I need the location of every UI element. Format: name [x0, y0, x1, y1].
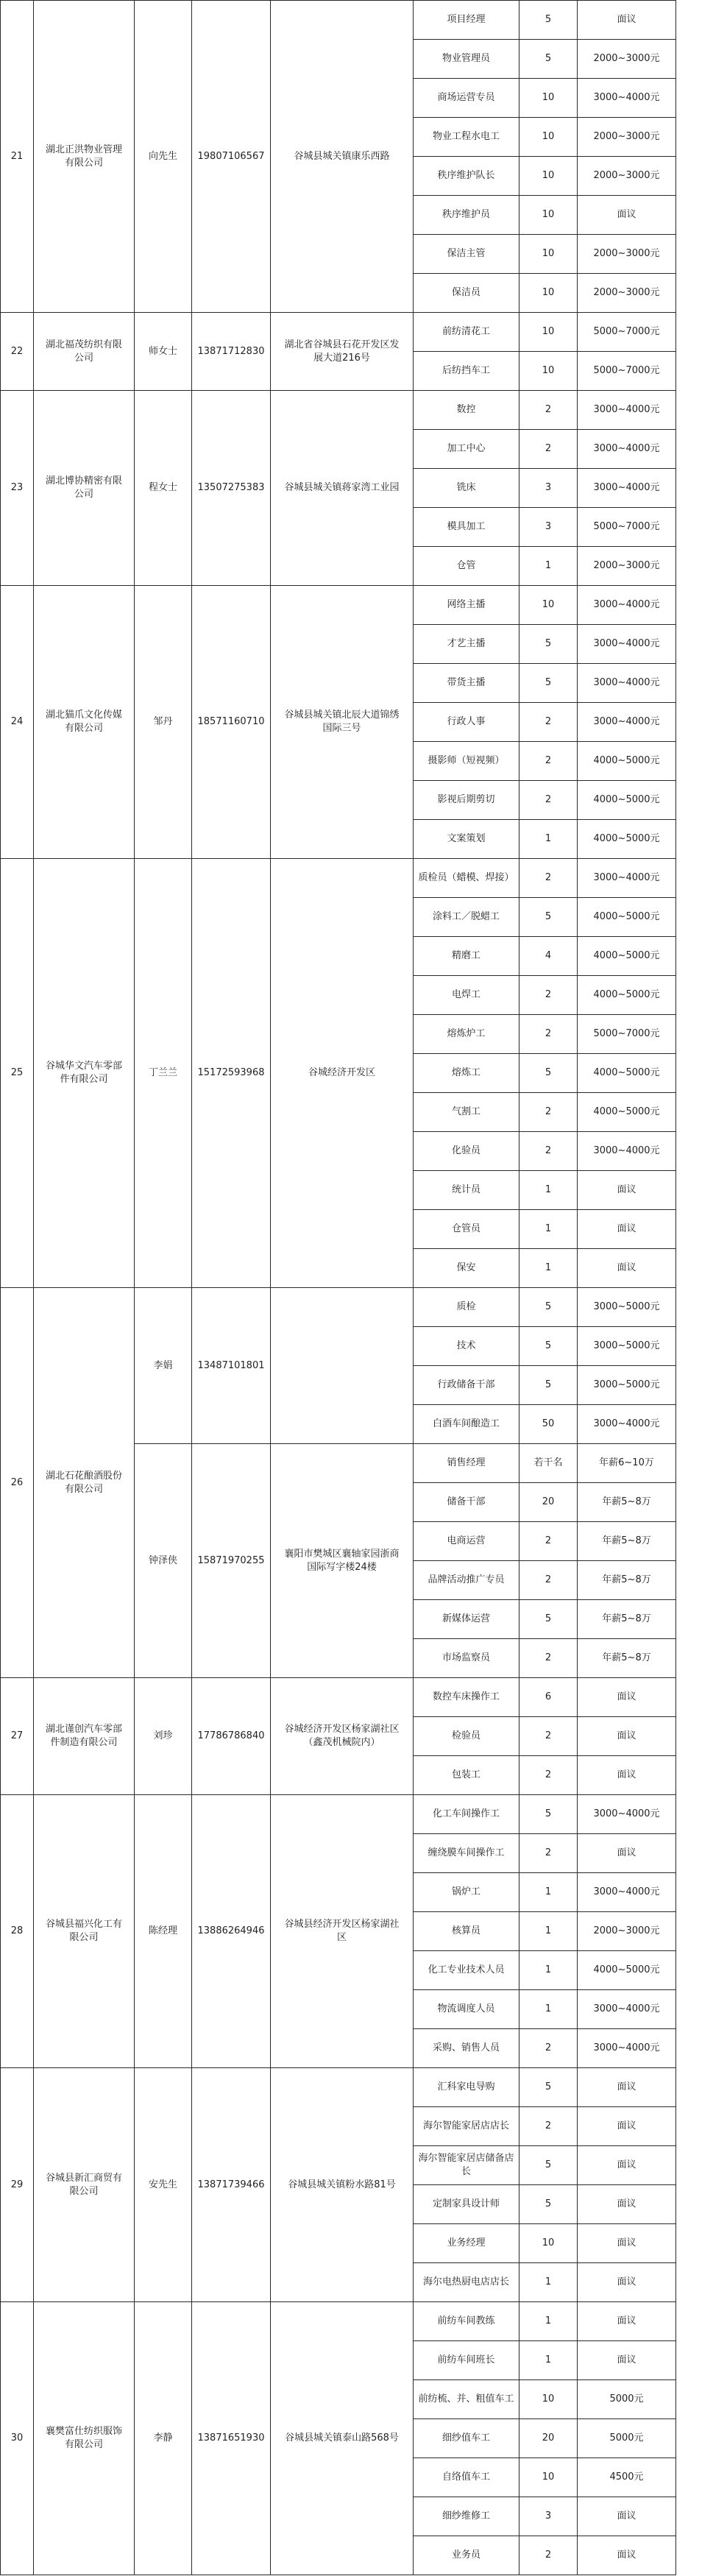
position-count: 5	[519, 898, 578, 937]
position-salary: 3000~4000元	[578, 1795, 676, 1834]
position-salary: 3000~4000元	[578, 859, 676, 898]
position-count: 5	[519, 625, 578, 664]
contact-phone: 13871651930	[192, 2302, 271, 2575]
position-count: 2	[519, 1093, 578, 1132]
position-salary: 3000~4000元	[578, 703, 676, 742]
position-count: 10	[519, 352, 578, 391]
position-salary: 3000~5000元	[578, 1327, 676, 1366]
position-title: 保洁主管	[414, 235, 519, 274]
position-salary: 5000~7000元	[578, 313, 676, 352]
contact-phone: 17786786840	[192, 1678, 271, 1795]
position-count: 5	[519, 1366, 578, 1405]
position-title: 铣床	[414, 469, 519, 508]
position-title: 仓管	[414, 547, 519, 586]
position-salary: 3000~4000元	[578, 391, 676, 430]
company-name: 湖北石花酿酒股份有限公司	[34, 1288, 135, 1678]
position-salary: 面议	[578, 1717, 676, 1756]
position-salary: 3000~4000元	[578, 625, 676, 664]
table-row	[1, 1795, 676, 1834]
position-count: 2	[519, 742, 578, 781]
company-name: 谷城县新汇商贸有限公司	[34, 2068, 135, 2302]
position-salary: 3000~4000元	[578, 664, 676, 703]
position-count: 1	[519, 2341, 578, 2380]
position-count: 3	[519, 508, 578, 547]
position-count: 5	[519, 2185, 578, 2224]
position-salary: 年薪5~8万	[578, 1600, 676, 1639]
position-salary: 面议	[578, 1678, 676, 1717]
position-count: 5	[519, 1288, 578, 1327]
contact-phone: 13886264946	[192, 1795, 271, 2068]
position-title: 缠绕膜车间操作工	[414, 1834, 519, 1873]
position-salary: 4000~5000元	[578, 898, 676, 937]
position-title: 物流调度人员	[414, 1990, 519, 2029]
position-salary: 3000~4000元	[578, 1405, 676, 1444]
position-count: 若干名	[519, 1444, 578, 1483]
row-number: 26	[1, 1288, 34, 1678]
table-body	[1, 1, 676, 2575]
position-count: 2	[519, 703, 578, 742]
position-count: 5	[519, 664, 578, 703]
position-salary: 3000~4000元	[578, 469, 676, 508]
work-address: 谷城县城关镇泰山路568号	[271, 2302, 414, 2575]
position-count: 10	[519, 274, 578, 313]
position-salary: 2000~3000元	[578, 1912, 676, 1951]
row-number: 29	[1, 2068, 34, 2302]
position-title: 数控	[414, 391, 519, 430]
row-number: 28	[1, 1795, 34, 2068]
position-title: 海尔电热厨电店店长	[414, 2263, 519, 2302]
position-salary: 3000~5000元	[578, 1366, 676, 1405]
position-title: 前纺梳、并、粗值车工	[414, 2380, 519, 2419]
company-name: 湖北博协精密有限公司	[34, 391, 135, 586]
position-count: 2	[519, 859, 578, 898]
position-salary: 3000~4000元	[578, 586, 676, 625]
position-salary: 面议	[578, 1249, 676, 1288]
position-count: 2	[519, 2536, 578, 2575]
position-salary: 面议	[578, 1171, 676, 1210]
position-count: 5	[519, 40, 578, 79]
contact-phone: 13487101801	[192, 1288, 271, 1444]
position-count: 10	[519, 2224, 578, 2263]
position-salary: 2000~3000元	[578, 274, 676, 313]
position-salary: 3000~4000元	[578, 430, 676, 469]
position-title: 细纱值车工	[414, 2419, 519, 2458]
position-title: 保安	[414, 1249, 519, 1288]
position-title: 检验员	[414, 1717, 519, 1756]
table-row	[1, 1678, 676, 1717]
position-count: 1	[519, 820, 578, 859]
position-salary: 2000~3000元	[578, 118, 676, 157]
position-title: 数控车床操作工	[414, 1678, 519, 1717]
position-salary: 面议	[578, 2224, 676, 2263]
position-salary: 年薪5~8万	[578, 1639, 676, 1678]
position-salary: 面议	[578, 1756, 676, 1795]
position-salary: 面议	[578, 2107, 676, 2146]
row-number: 22	[1, 313, 34, 391]
position-title: 化验员	[414, 1132, 519, 1171]
table-row	[1, 859, 676, 898]
position-title: 定制家具设计师	[414, 2185, 519, 2224]
contact-person: 李娟	[135, 1288, 192, 1444]
position-count: 10	[519, 586, 578, 625]
position-salary: 年薪6~10万	[578, 1444, 676, 1483]
position-count: 6	[519, 1678, 578, 1717]
position-count: 10	[519, 2458, 578, 2497]
position-salary: 面议	[578, 196, 676, 235]
position-title: 自络值车工	[414, 2458, 519, 2497]
position-title: 带货主播	[414, 664, 519, 703]
position-count: 5	[519, 1054, 578, 1093]
contact-person: 向先生	[135, 1, 192, 313]
position-title: 统计员	[414, 1171, 519, 1210]
position-salary: 5000元	[578, 2419, 676, 2458]
position-salary: 2000~3000元	[578, 235, 676, 274]
position-salary: 5000~7000元	[578, 352, 676, 391]
work-address: 谷城县城关镇蒋家湾工业园	[271, 391, 414, 586]
contact-phone: 13871712830	[192, 313, 271, 391]
table-row	[1, 2302, 676, 2341]
position-salary: 3000~4000元	[578, 1990, 676, 2029]
position-salary: 面议	[578, 2341, 676, 2380]
position-count: 1	[519, 547, 578, 586]
position-count: 2	[519, 1522, 578, 1561]
position-title: 前纺清花工	[414, 313, 519, 352]
position-title: 物业工程水电工	[414, 118, 519, 157]
position-count: 2	[519, 1561, 578, 1600]
position-title: 锅炉工	[414, 1873, 519, 1912]
row-number: 23	[1, 391, 34, 586]
row-number: 24	[1, 586, 34, 859]
position-title: 后纺挡车工	[414, 352, 519, 391]
position-count: 1	[519, 1249, 578, 1288]
position-title: 海尔智能家居店店长	[414, 2107, 519, 2146]
contact-phone: 15172593968	[192, 859, 271, 1288]
position-count: 2	[519, 1132, 578, 1171]
position-title: 加工中心	[414, 430, 519, 469]
contact-person: 师女士	[135, 313, 192, 391]
position-title: 秩序维护员	[414, 196, 519, 235]
position-salary: 5000~7000元	[578, 508, 676, 547]
position-title: 品牌活动推广专员	[414, 1561, 519, 1600]
company-name: 谷城县福兴化工有限公司	[34, 1795, 135, 2068]
position-title: 熔炼炉工	[414, 1015, 519, 1054]
position-count: 2	[519, 2029, 578, 2068]
position-title: 秩序维护队长	[414, 157, 519, 196]
row-number: 25	[1, 859, 34, 1288]
company-name: 湖北谨创汽车零部件制造有限公司	[34, 1678, 135, 1795]
position-title: 质检	[414, 1288, 519, 1327]
position-count: 1	[519, 1951, 578, 1990]
contact-person: 李静	[135, 2302, 192, 2575]
work-address: 谷城经济开发区杨家湖社区（鑫茂机械院内）	[271, 1678, 414, 1795]
position-title: 包装工	[414, 1756, 519, 1795]
contact-phone: 13507275383	[192, 391, 271, 586]
position-salary: 3000~4000元	[578, 1873, 676, 1912]
position-title: 模具加工	[414, 508, 519, 547]
position-salary: 2000~3000元	[578, 157, 676, 196]
position-title: 业务经理	[414, 2224, 519, 2263]
position-title: 化工专业技术人员	[414, 1951, 519, 1990]
position-salary: 5000元	[578, 2380, 676, 2419]
position-salary: 年薪5~8万	[578, 1483, 676, 1522]
position-count: 1	[519, 2263, 578, 2302]
position-title: 质检员（蜡模、焊接）	[414, 859, 519, 898]
table-row	[1, 391, 676, 430]
contact-person: 邹丹	[135, 586, 192, 859]
position-title: 保洁员	[414, 274, 519, 313]
table-row	[1, 313, 676, 352]
position-count: 20	[519, 1483, 578, 1522]
company-name: 襄樊富仕纺织服饰有限公司	[34, 2302, 135, 2575]
position-count: 10	[519, 196, 578, 235]
position-title: 销售经理	[414, 1444, 519, 1483]
position-count: 1	[519, 1990, 578, 2029]
position-salary: 面议	[578, 2497, 676, 2536]
position-count: 5	[519, 1, 578, 40]
contact-person: 程女士	[135, 391, 192, 586]
position-title: 物业管理员	[414, 40, 519, 79]
position-title: 电商运营	[414, 1522, 519, 1561]
position-count: 2	[519, 1639, 578, 1678]
position-count: 5	[519, 1795, 578, 1834]
position-salary: 4000~5000元	[578, 976, 676, 1015]
position-salary: 2000~3000元	[578, 547, 676, 586]
position-count: 5	[519, 1327, 578, 1366]
position-salary: 年薪5~8万	[578, 1522, 676, 1561]
position-salary: 面议	[578, 1, 676, 40]
position-title: 新媒体运营	[414, 1600, 519, 1639]
position-salary: 面议	[578, 2302, 676, 2341]
contact-person: 钟泽侠	[135, 1444, 192, 1678]
position-title: 海尔智能家居店储备店长	[414, 2146, 519, 2185]
work-address: 湖北省谷城县石花开发区发展大道216号	[271, 313, 414, 391]
work-address: 襄阳市樊城区襄轴家园浙商国际写字楼24楼	[271, 1444, 414, 1678]
position-salary: 5000~7000元	[578, 1015, 676, 1054]
position-salary: 3000~4000元	[578, 1132, 676, 1171]
position-count: 10	[519, 235, 578, 274]
position-title: 摄影师（短视频）	[414, 742, 519, 781]
position-salary: 4000~5000元	[578, 1951, 676, 1990]
position-count: 10	[519, 2380, 578, 2419]
position-title: 气割工	[414, 1093, 519, 1132]
position-count: 1	[519, 1171, 578, 1210]
position-title: 前纺车间教练	[414, 2302, 519, 2341]
work-address: 谷城县城关镇北辰大道锦绣国际三号	[271, 586, 414, 859]
position-salary: 4000~5000元	[578, 1054, 676, 1093]
position-count: 5	[519, 2068, 578, 2107]
position-count: 2	[519, 2107, 578, 2146]
position-count: 1	[519, 1873, 578, 1912]
position-count: 3	[519, 469, 578, 508]
position-title: 核算员	[414, 1912, 519, 1951]
table-row	[1, 1288, 676, 1327]
position-title: 商场运营专员	[414, 79, 519, 118]
position-count: 10	[519, 157, 578, 196]
position-salary: 4000~5000元	[578, 742, 676, 781]
position-count: 2	[519, 391, 578, 430]
position-salary: 4000~5000元	[578, 937, 676, 976]
company-name: 湖北福茂纺织有限公司	[34, 313, 135, 391]
position-title: 精磨工	[414, 937, 519, 976]
position-count: 2	[519, 781, 578, 820]
position-count: 2	[519, 1717, 578, 1756]
position-title: 采购、销售人员	[414, 2029, 519, 2068]
work-address: 谷城经济开发区	[271, 859, 414, 1288]
position-title: 项目经理	[414, 1, 519, 40]
row-number: 21	[1, 1, 34, 313]
position-title: 仓管员	[414, 1210, 519, 1249]
contact-phone: 13871739466	[192, 2068, 271, 2302]
position-title: 涂料工／脱蜡工	[414, 898, 519, 937]
position-salary: 3000~4000元	[578, 2029, 676, 2068]
position-salary: 4000~5000元	[578, 1093, 676, 1132]
position-count: 10	[519, 118, 578, 157]
position-salary: 年薪5~8万	[578, 1561, 676, 1600]
contact-phone: 18571160710	[192, 586, 271, 859]
position-count: 5	[519, 1600, 578, 1639]
company-name: 湖北正洪物业管理有限公司	[34, 1, 135, 313]
contact-person: 陈经理	[135, 1795, 192, 2068]
position-salary: 面议	[578, 1210, 676, 1249]
position-title: 细纱维修工	[414, 2497, 519, 2536]
position-count: 20	[519, 2419, 578, 2458]
contact-phone: 15871970255	[192, 1444, 271, 1678]
table-row	[1, 1, 676, 40]
position-salary: 4000~5000元	[578, 781, 676, 820]
position-salary: 2000~3000元	[578, 40, 676, 79]
position-salary: 面议	[578, 2146, 676, 2185]
position-count: 2	[519, 1756, 578, 1795]
position-title: 行政储备干部	[414, 1366, 519, 1405]
position-salary: 面议	[578, 2536, 676, 2575]
work-address: 谷城县经济开发区杨家湖社区	[271, 1795, 414, 2068]
position-title: 网络主播	[414, 586, 519, 625]
position-count: 1	[519, 2302, 578, 2341]
contact-person: 丁兰兰	[135, 859, 192, 1288]
position-salary: 4000~5000元	[578, 820, 676, 859]
position-salary: 面议	[578, 2185, 676, 2224]
work-address: 谷城县城关镇康乐西路	[271, 1, 414, 313]
position-title: 汇科家电导购	[414, 2068, 519, 2107]
position-count: 2	[519, 1015, 578, 1054]
position-count: 1	[519, 1210, 578, 1249]
position-salary: 3000~5000元	[578, 1288, 676, 1327]
position-title: 白酒车间酿造工	[414, 1405, 519, 1444]
work-address: 谷城县城关镇粉水路81号	[271, 2068, 414, 2302]
company-name: 谷城华文汽车零部件有限公司	[34, 859, 135, 1288]
position-count: 3	[519, 2497, 578, 2536]
position-title: 行政人事	[414, 703, 519, 742]
position-title: 熔炼工	[414, 1054, 519, 1093]
row-number: 30	[1, 2302, 34, 2575]
position-salary: 3000~4000元	[578, 79, 676, 118]
position-title: 业务员	[414, 2536, 519, 2575]
position-title: 储备干部	[414, 1483, 519, 1522]
position-salary: 面议	[578, 2263, 676, 2302]
position-salary: 4500元	[578, 2458, 676, 2497]
position-title: 技术	[414, 1327, 519, 1366]
work-address	[271, 1288, 414, 1444]
contact-person: 刘珍	[135, 1678, 192, 1795]
table-row	[1, 586, 676, 625]
contact-person: 安先生	[135, 2068, 192, 2302]
position-count: 2	[519, 1834, 578, 1873]
position-salary: 面议	[578, 1834, 676, 1873]
contact-phone: 19807106567	[192, 1, 271, 313]
position-title: 市场监察员	[414, 1639, 519, 1678]
company-name: 湖北猫爪文化传媒有限公司	[34, 586, 135, 859]
position-count: 50	[519, 1405, 578, 1444]
position-title: 文案策划	[414, 820, 519, 859]
position-title: 化工车间操作工	[414, 1795, 519, 1834]
position-count: 10	[519, 79, 578, 118]
position-count: 4	[519, 937, 578, 976]
position-count: 2	[519, 976, 578, 1015]
position-count: 1	[519, 1912, 578, 1951]
position-count: 5	[519, 2146, 578, 2185]
position-title: 前纺车间班长	[414, 2341, 519, 2380]
position-count: 2	[519, 430, 578, 469]
row-number: 27	[1, 1678, 34, 1795]
table-row	[1, 2068, 676, 2107]
position-count: 10	[519, 313, 578, 352]
position-title: 影视后期剪切	[414, 781, 519, 820]
position-salary: 面议	[578, 2068, 676, 2107]
position-title: 才艺主播	[414, 625, 519, 664]
position-title: 电焊工	[414, 976, 519, 1015]
